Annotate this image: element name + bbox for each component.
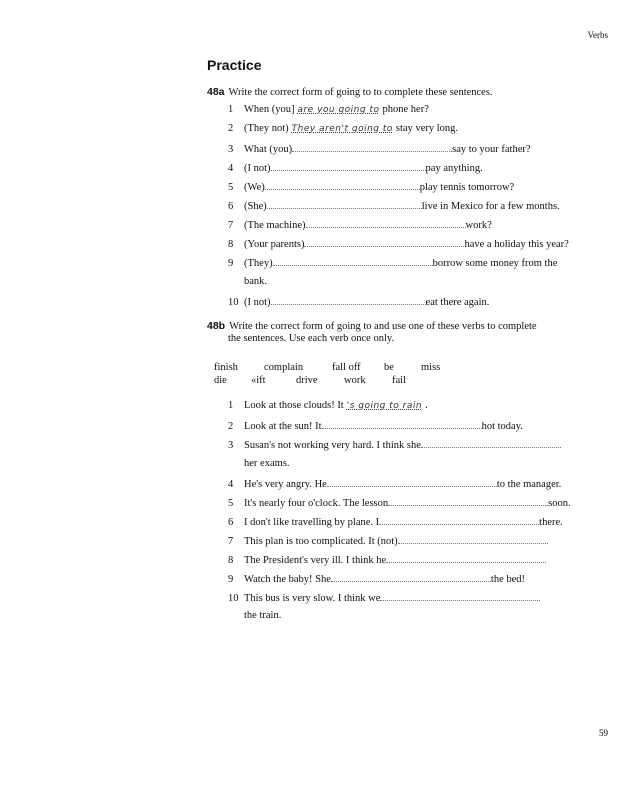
answer-blank[interactable] — [322, 418, 482, 429]
exercise-number: 48b — [207, 320, 226, 332]
exercise-item — [228, 294, 489, 308]
answer-blank[interactable] — [331, 571, 491, 582]
item-ending: the bed! — [490, 574, 526, 585]
item-ending: hot today. — [481, 421, 523, 432]
answer-blank[interactable] — [388, 495, 548, 506]
item9-continuation: bank. — [244, 276, 268, 287]
exercise-item — [228, 533, 548, 547]
verb-word: fail — [392, 375, 406, 386]
exercise-item — [228, 255, 557, 269]
item-ending: phone her? — [382, 104, 429, 115]
item-prompt: (The machine) — [244, 220, 306, 231]
answer-blank[interactable] — [267, 198, 422, 209]
item-prompt: This plan is too complicated. It (not) — [244, 536, 398, 547]
instruction-text: Write the correct form of going to to complete these sentences. — [228, 87, 493, 98]
item-prompt: (They not) — [244, 123, 289, 134]
answer-blank[interactable]: are you going to — [297, 105, 380, 115]
answer-blank[interactable] — [292, 141, 452, 152]
item-number: 10 — [228, 593, 239, 604]
item-number: 6 — [228, 517, 234, 528]
item-ending: say to your father? — [452, 144, 531, 155]
exercise-item — [228, 103, 429, 117]
instruction-text-line1: Write the correct form of going to and use one of these verbs to complete — [229, 321, 537, 332]
item3-continuation: her exams. — [244, 458, 290, 469]
answer-blank[interactable] — [421, 437, 561, 448]
item-ending: borrow some money from the — [432, 258, 558, 269]
verb-word: work — [344, 375, 366, 386]
exercise-item — [228, 141, 531, 155]
item-ending: soon. — [548, 498, 571, 509]
verb-word: die — [214, 375, 227, 386]
item-prompt: When (you] — [244, 104, 295, 115]
item-number: 9 — [228, 574, 234, 585]
exercise-item — [228, 437, 561, 451]
instruction-text-line2: the sentences. Use each verb once only. — [228, 333, 395, 344]
section-title: Practice — [207, 57, 262, 73]
item-number: 6 — [228, 201, 234, 212]
item-number: 7 — [228, 536, 234, 547]
answer-blank[interactable] — [380, 590, 540, 601]
item-number: 5 — [228, 182, 234, 193]
exercise-item — [228, 160, 483, 174]
item10-continuation: the train. — [244, 610, 282, 621]
answer-blank[interactable] — [327, 476, 497, 487]
verb-word: miss — [421, 362, 441, 373]
item-ending: there. — [539, 517, 563, 528]
item-number: 2 — [228, 421, 234, 432]
item-number: 1 — [228, 400, 234, 411]
answer-blank[interactable]: 's going to rain — [346, 401, 423, 411]
item-ending: to the manager. — [496, 479, 562, 490]
answer-blank[interactable] — [306, 217, 466, 228]
answer-blank[interactable] — [271, 160, 426, 171]
running-header: Verbs — [587, 30, 608, 40]
verb-word: drive — [296, 375, 318, 386]
exercise-48a-instruction — [207, 86, 602, 99]
exercise-item — [228, 236, 569, 250]
item-number: 1 — [228, 104, 234, 115]
item-number: 8 — [228, 239, 234, 250]
item-prompt: (I not) — [244, 297, 271, 308]
verb-word: be — [384, 362, 394, 373]
exercise-item — [228, 514, 563, 528]
answer-blank[interactable] — [273, 255, 433, 266]
item-prompt: (She) — [244, 201, 267, 212]
item-prompt: Look at those clouds! It — [244, 400, 344, 411]
verb-word: finish — [214, 362, 238, 373]
item-number: 2 — [228, 123, 234, 134]
item-prompt: I don't like travelling by plane. I — [244, 517, 380, 528]
exercise-item — [228, 179, 514, 193]
answer-blank[interactable] — [265, 179, 420, 190]
exercise-item — [228, 571, 525, 585]
item-prompt: It's nearly four o'clock. The lesson — [244, 498, 389, 509]
item-prompt: Look at the sun! It — [244, 421, 322, 432]
exercise-item — [228, 495, 571, 509]
exercise-item — [228, 552, 546, 566]
answer-blank[interactable] — [271, 294, 426, 305]
item-number: 10 — [228, 297, 239, 308]
item-ending: pay anything. — [425, 163, 483, 174]
exercise-item — [228, 217, 492, 231]
item-ending: . — [425, 400, 428, 411]
exercise-item — [228, 590, 540, 604]
item-prompt: This bus is very slow. I think we — [244, 593, 381, 604]
item-ending: stay very long. — [395, 123, 459, 134]
item-number: 4 — [228, 163, 234, 174]
answer-blank[interactable]: They aren't going to — [291, 124, 393, 134]
item-ending: have a holiday this year? — [464, 239, 569, 250]
exercise-item — [228, 122, 458, 136]
item-ending: live in Mexico for a few months. — [421, 201, 560, 212]
item-number: 7 — [228, 220, 234, 231]
exercise-item — [228, 198, 560, 212]
item-number: 9 — [228, 258, 234, 269]
item-prompt: What (you) — [244, 144, 293, 155]
verb-word: complain — [264, 362, 304, 373]
item-ending: eat there again. — [425, 297, 490, 308]
item-prompt: (Your parents) — [244, 239, 305, 250]
exercise-number: 48a — [207, 86, 225, 98]
answer-blank[interactable] — [379, 514, 539, 525]
item-number: 5 — [228, 498, 234, 509]
item-prompt: Susan's not working very hard. I think she — [244, 440, 421, 451]
answer-blank[interactable] — [398, 533, 548, 544]
item-ending: play tennis tomorrow? — [419, 182, 515, 193]
item-number: 3 — [228, 440, 234, 451]
item-prompt: (They) — [244, 258, 273, 269]
exercise-48b-instruction — [207, 320, 602, 345]
exercise-item — [228, 418, 523, 432]
verb-word: fall off — [332, 362, 361, 373]
item-ending: work? — [465, 220, 492, 231]
item-prompt: Watch the baby! She — [244, 574, 331, 585]
item-prompt: (I not) — [244, 163, 271, 174]
item-number: 4 — [228, 479, 234, 490]
item-prompt: He's very angry. He — [244, 479, 327, 490]
answer-blank[interactable] — [386, 552, 546, 563]
item-number: 8 — [228, 555, 234, 566]
page-number: 59 — [599, 728, 608, 738]
item-prompt: The President's very ill. I think he — [244, 555, 387, 566]
exercise-item — [228, 476, 561, 490]
item-prompt: (We) — [244, 182, 265, 193]
answer-blank[interactable] — [304, 236, 464, 247]
exercise-item — [228, 399, 428, 413]
item-number: 3 — [228, 144, 234, 155]
verb-word: «ift — [251, 375, 266, 386]
